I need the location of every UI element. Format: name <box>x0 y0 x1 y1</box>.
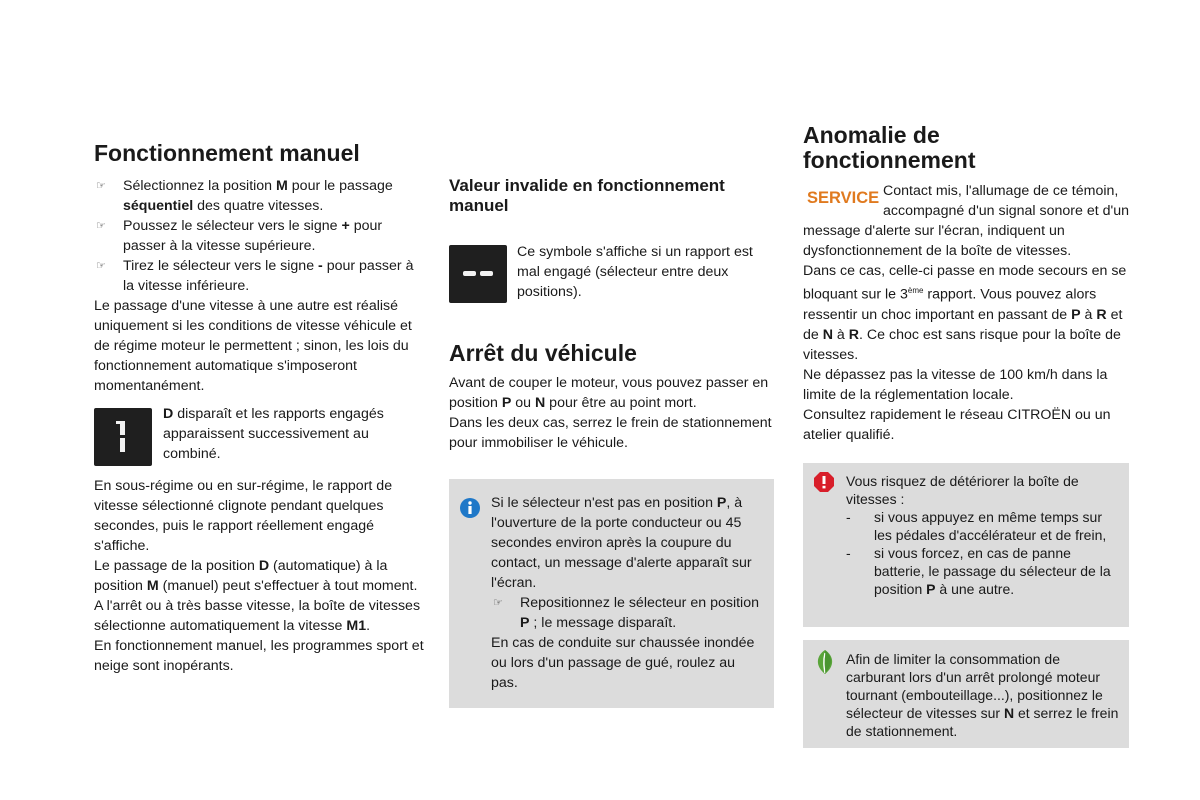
invalid-gear-display-icon <box>449 245 507 303</box>
eco-leaf-icon <box>814 649 836 680</box>
column-left <box>94 141 424 396</box>
warning-text: Vous risquez de détériorer la boîte de vitesses : <box>846 473 1079 507</box>
paragraph: Le passage de la position D (automatique) à la position M (manuel) peut s'effectuer à tout moment. <box>94 558 418 594</box>
info-box <box>449 479 774 708</box>
eco-box <box>803 640 1129 748</box>
paragraph: Contact mis, l'allumage de ce témoin, accompagné d'un signal sonore et d'un message d'alerte sur l'écran, indiquent un dysfonctionnement de la boîte de vitesses. <box>803 183 1129 259</box>
section-title-invalid: Valeur invalide en fonctionnement manuel <box>449 176 725 215</box>
list-item: - si vous appuyez en même temps sur les pédales d'accélérateur et de frein, <box>846 509 1107 543</box>
invalid-symbol-text: Ce symbole s'affiche si un rapport est mal engagé (sélecteur entre deux positions). <box>517 244 753 300</box>
paragraph: Ne dépassez pas la vitesse de 100 km/h dans la limite de la réglementation locale. <box>803 366 1108 403</box>
paragraph: Consultez rapidement le réseau CITROËN ou un atelier qualifié. <box>803 406 1111 443</box>
list-item: ☞ Repositionnez le sélecteur en position P ; le message disparaît. <box>493 595 759 631</box>
list-item: ☞ Tirez le sélecteur vers le signe - pour passer à la vitesse inférieure. <box>96 258 414 294</box>
paragraph: Le passage d'une vitesse à une autre est réalisé uniquement si les conditions de vitesse véhicule et de régime moteur le permettent ; sinon, les lois du fonctionnement automatique s'imposeront momentanément. <box>94 298 412 394</box>
paragraph: Avant de couper le moteur, vous pouvez passer en position P ou N pour être au point mort. <box>449 375 769 411</box>
anomaly-text <box>803 181 1129 445</box>
paragraph: A l'arrêt ou à très basse vitesse, la boîte de vitesses sélectionne automatiquement la vitesse M1. <box>94 598 421 634</box>
paragraph: Dans les deux cas, serrez le frein de stationnement pour immobiliser le véhicule. <box>449 415 772 451</box>
section-title-anomaly: Anomalie de fonctionnement <box>803 122 976 173</box>
gear-display-text: D disparaît et les rapports engagés apparaissent successivement au combiné. <box>163 406 384 462</box>
column-right <box>803 123 1128 173</box>
list-item: ☞ Poussez le sélecteur vers le signe + pour passer à la vitesse supérieure. <box>96 218 383 254</box>
info-text: Si le sélecteur n'est pas en position P, à l'ouverture de la porte conducteur ou 45 secondes environ après la coupure du contact, un message d'alerte apparaît sur l'écran. <box>491 495 752 591</box>
column-middle <box>449 176 775 216</box>
paragraph: Dans ce cas, celle-ci passe en mode secours en se bloquant sur le 3ème rapport. Vous pouvez alors ressentir un choc important en passant de P à R et de N à R. Ce choc est sans risque pour la boîte de vitesses. <box>803 263 1127 363</box>
paragraph: En sous-régime ou en sur-régime, le rapport de vitesse sélectionné clignote pendant quelques secondes, puis le rapport réellement engagé s'affiche. <box>94 478 393 554</box>
danger-icon <box>814 472 834 497</box>
service-label: SERVICE <box>807 189 880 207</box>
bullet-pointer-icon: ☞ <box>493 597 503 609</box>
section-title-stop: Arrêt du véhicule <box>449 340 637 366</box>
list-item: - si vous forcez, en cas de panne batterie, le passage du sélecteur de la position P à une autre. <box>846 545 1111 597</box>
bullet-pointer-icon: ☞ <box>96 180 106 192</box>
list-item: ☞ Sélectionnez la position M pour le passage séquentiel des quatre vitesses. <box>96 178 393 214</box>
info-text: En cas de conduite sur chaussée inondée ou lors d'un passage de gué, roulez au pas. <box>491 635 755 691</box>
bullet-pointer-icon: ☞ <box>96 220 106 232</box>
eco-text: Afin de limiter la consommation de carburant lors d'un arrêt prolongé moteur tournant (embouteillage...), positionnez le sélecteur de vitesses sur N et serrez le frein de stationnement. <box>846 651 1119 739</box>
bullet-pointer-icon: ☞ <box>96 260 106 272</box>
paragraph: En fonctionnement manuel, les programmes sport et neige sont inopérants. <box>94 638 424 674</box>
warning-box <box>803 463 1129 627</box>
section-title-manual: Fonctionnement manuel <box>94 140 360 166</box>
gear-1-display-icon <box>94 408 152 466</box>
info-icon <box>460 498 480 523</box>
column-left-lower <box>94 476 426 676</box>
column-middle-stop <box>449 341 779 453</box>
